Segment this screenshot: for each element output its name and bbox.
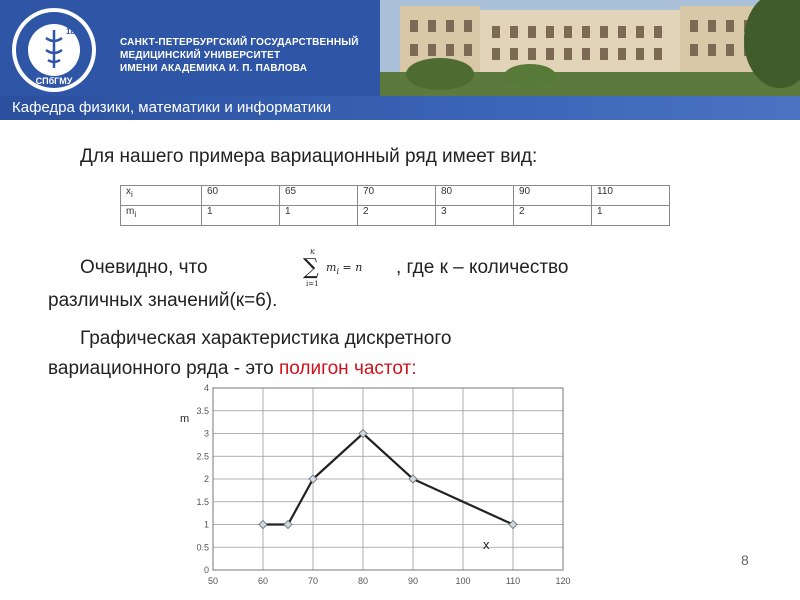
y-tick-label: 2.5 [196, 451, 209, 462]
table-cell: 90 [514, 186, 592, 206]
x-tick-label: 110 [505, 576, 521, 586]
slide-heading: Для нашего примера вариационный ряд имеет вид: [80, 146, 538, 167]
x-tick-label: 90 [407, 576, 419, 586]
x-tick-label: 70 [307, 576, 319, 586]
university-line: МЕДИЦИНСКИЙ УНИВЕРСИТЕТ [120, 50, 281, 61]
variation-series-table [120, 185, 670, 226]
x-tick-label: 60 [257, 576, 269, 586]
table-cell: 60 [202, 186, 280, 206]
y-tick-label: 3 [203, 428, 209, 439]
chart-grid [213, 388, 563, 570]
table-cell: 1 [202, 206, 280, 226]
x-axis-label: x [483, 537, 490, 552]
table-cell: 1 [280, 206, 358, 226]
data-point-marker [284, 521, 292, 529]
table-cell: 70 [358, 186, 436, 206]
table-row [121, 186, 670, 206]
table-cell: 110 [592, 186, 670, 206]
formula-sub: i [336, 267, 339, 276]
table-cell: 1 [592, 206, 670, 226]
page-number: 8 [741, 552, 749, 568]
formula-sigma: ∑ [303, 255, 319, 280]
formula-rest: = n [339, 261, 363, 274]
text-line-4 [48, 358, 417, 380]
x-tick-labels [208, 576, 571, 586]
highlight-text: полигон частот: [278, 358, 417, 379]
data-point-marker [259, 521, 267, 529]
formula-upper-limit: к [310, 247, 315, 256]
logo-year: 1897 [66, 27, 84, 36]
text-line-4-plain: вариационного ряда - это [48, 358, 279, 379]
y-tick-labels [196, 383, 209, 575]
university-line: САНКТ-ПЕТЕРБУРГСКИЙ ГОСУДАРСТВЕННЫЙ [120, 37, 359, 48]
table-cell: 2 [358, 206, 436, 226]
y-tick-label: 2 [203, 474, 209, 484]
frequency-polygon-chart [180, 380, 580, 600]
row-header-sub: i [134, 209, 137, 219]
university-name [120, 36, 359, 75]
logo-abbr: СПбГМУ [35, 76, 73, 86]
row-header-sub: i [131, 189, 133, 199]
y-tick-label: 1 [203, 519, 209, 530]
formula-m: m [326, 261, 337, 274]
y-tick-label: 0.5 [196, 542, 209, 553]
y-axis-label: m [180, 413, 190, 425]
y-tick-label: 1.5 [196, 496, 209, 507]
y-tick-label: 0 [203, 565, 209, 575]
university-building-photo [380, 0, 800, 98]
row-header-letter: m [126, 206, 135, 217]
text-line-3: Графическая характеристика дискретного [80, 328, 452, 349]
text-line-1b: , где к – количество [396, 257, 569, 278]
table-cell: 3 [436, 206, 514, 226]
table-cell: 2 [514, 206, 592, 226]
text-line-2: различных значений(к=6). [48, 290, 278, 311]
y-tick-label: 4 [203, 383, 209, 393]
row-header-x [121, 186, 202, 206]
x-tick-label: 100 [455, 576, 471, 586]
y-tick-label: 3.5 [196, 405, 209, 416]
university-logo [6, 4, 106, 96]
department-title: Кафедра физики, математики и информатики [12, 99, 332, 116]
x-tick-label: 120 [555, 576, 571, 586]
table-cell: 80 [436, 186, 514, 206]
formula-body [326, 261, 362, 276]
data-point-marker [509, 521, 517, 529]
x-tick-label: 80 [357, 576, 369, 586]
text-line-1a: Очевидно, что [80, 257, 208, 278]
sum-formula [300, 244, 390, 288]
university-line: ИМЕНИ АКАДЕМИКА И. П. ПАВЛОВА [120, 63, 308, 74]
formula-lower-limit: i=1 [306, 280, 319, 288]
table-row [121, 206, 670, 226]
table-cell: 65 [280, 186, 358, 206]
x-tick-label: 50 [207, 576, 219, 586]
row-header-m [121, 206, 202, 226]
row-header-letter: x [126, 186, 131, 197]
